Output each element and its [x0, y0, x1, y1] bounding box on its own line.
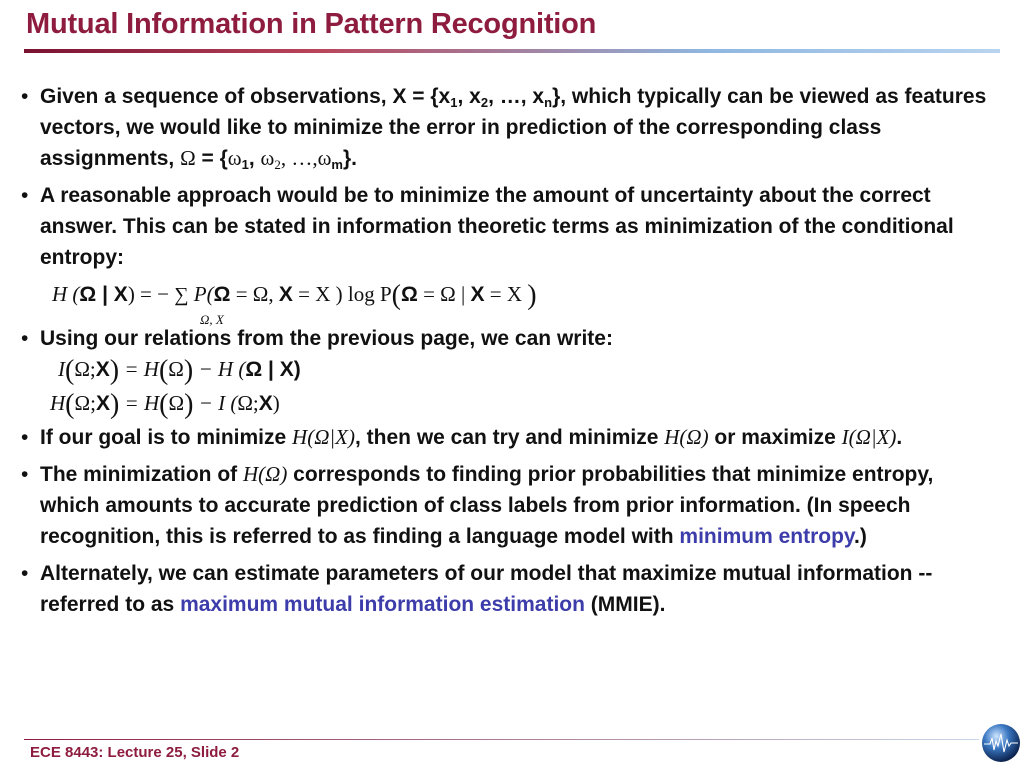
math: Ω | X: [79, 283, 128, 306]
text: .: [896, 426, 903, 449]
math: H (: [52, 282, 80, 306]
minimum-entropy-link[interactable]: minimum entropy: [679, 525, 855, 548]
mmie-link[interactable]: maximum mutual information estimation: [180, 593, 585, 616]
subscript: n: [544, 95, 553, 110]
text: , …,: [280, 146, 318, 170]
sum-symbol: ∑: [174, 284, 189, 306]
math: ): [109, 389, 120, 420]
math: X: [278, 283, 293, 306]
text: corresponds to finding prior probabilities that minimize entropy, which amounts to accurate prediction of class labels from prior information. (In speech recognition, this is referred to as finding a language model with: [40, 463, 934, 548]
math: (: [65, 355, 75, 386]
globe-logo-icon: [980, 722, 1022, 764]
omega-symbol: Ω: [180, 146, 196, 170]
math: − H (: [193, 357, 246, 381]
math: H(Ω): [664, 425, 709, 449]
text: = {: [195, 147, 228, 170]
math: X: [95, 392, 110, 415]
math: Ω: [401, 283, 418, 306]
equation-entropy-relation: [50, 388, 993, 422]
math: ): [109, 355, 120, 386]
text: Given a sequence of observations, X = {x: [40, 85, 451, 108]
text: , then we can try and minimize: [354, 426, 665, 449]
math: Ω | X): [245, 358, 301, 381]
math: (: [65, 389, 75, 420]
text: }.: [342, 147, 357, 170]
subscript: 2: [480, 95, 489, 110]
math: − I (: [193, 391, 238, 415]
bullet-uncertainty: • A reasonable approach would be to minimize the amount of uncertainty about the correct answer. This can be stated in information theoretic terms as minimization of the conditional entropy:: [18, 180, 993, 273]
math: Ω: [213, 283, 231, 306]
equation-mutual-information: [58, 354, 993, 388]
text: }, which typically can be viewed as features vectors, we would like to minimize the error in prediction of the corresponding class assignments,: [40, 85, 987, 170]
math: Ω;: [74, 391, 96, 415]
subscript: m: [331, 157, 343, 172]
math: I(Ω|X): [841, 425, 897, 449]
sum-subscript: Ω, X: [200, 312, 224, 327]
math: ): [527, 280, 537, 311]
omega-symbol: ω: [317, 146, 332, 170]
math: ): [184, 389, 194, 420]
text: If our goal is to minimize: [40, 426, 293, 449]
math: (: [159, 389, 169, 420]
math: Ω: [168, 391, 185, 415]
math: = Ω,: [230, 282, 279, 306]
math: ): [272, 391, 280, 415]
math: H(Ω|X): [292, 425, 355, 449]
subscript: 2: [274, 157, 281, 172]
title-divider: [24, 49, 1000, 53]
math: H: [50, 391, 66, 415]
bullet-relations: • Using our relations from the previous page, we can write:: [18, 323, 993, 354]
math: ): [183, 355, 194, 386]
omega-symbol: ω: [227, 146, 242, 170]
bullet-minimization: [18, 459, 993, 552]
math: X: [470, 283, 485, 306]
slide-footer: ECE 8443: Lecture 25, Slide 2: [30, 744, 240, 761]
text: or maximize: [708, 426, 842, 449]
bullet-goal: [18, 422, 993, 453]
math: Ω: [168, 357, 184, 381]
math: X: [258, 392, 273, 415]
bullet-observations: [18, 81, 993, 174]
math: (: [391, 280, 401, 311]
text: The minimization of: [40, 463, 243, 486]
text: .): [854, 525, 867, 548]
equation-conditional-entropy: [52, 273, 993, 327]
math: X: [95, 358, 110, 381]
math: I: [58, 357, 65, 381]
text: , …, x: [488, 85, 545, 108]
math: = H: [119, 357, 159, 381]
bullet-mmie: [18, 558, 993, 620]
footer-divider: [24, 739, 979, 740]
text: Alternately, we can estimate parameters of our model that maximize mutual information -- referred to as: [40, 562, 933, 616]
math: Ω;: [74, 357, 96, 381]
math: = Ω |: [417, 282, 471, 306]
math: P(: [188, 282, 214, 306]
math: (: [158, 355, 169, 386]
math: Ω;: [237, 391, 259, 415]
math: ) = −: [127, 282, 175, 306]
omega-symbol: ω: [260, 146, 275, 170]
math: = H: [119, 391, 160, 415]
math: H(Ω): [243, 462, 288, 486]
math: = X ) log P: [292, 282, 392, 306]
subscript: 1: [450, 95, 458, 110]
slide-content: [18, 81, 993, 620]
math: = X: [484, 282, 528, 306]
text: ,: [248, 147, 261, 170]
slide-title: Mutual Information in Pattern Recognition: [26, 8, 597, 40]
text: (MMIE).: [584, 593, 666, 616]
subscript: 1: [241, 157, 249, 172]
text: , x: [457, 85, 481, 108]
